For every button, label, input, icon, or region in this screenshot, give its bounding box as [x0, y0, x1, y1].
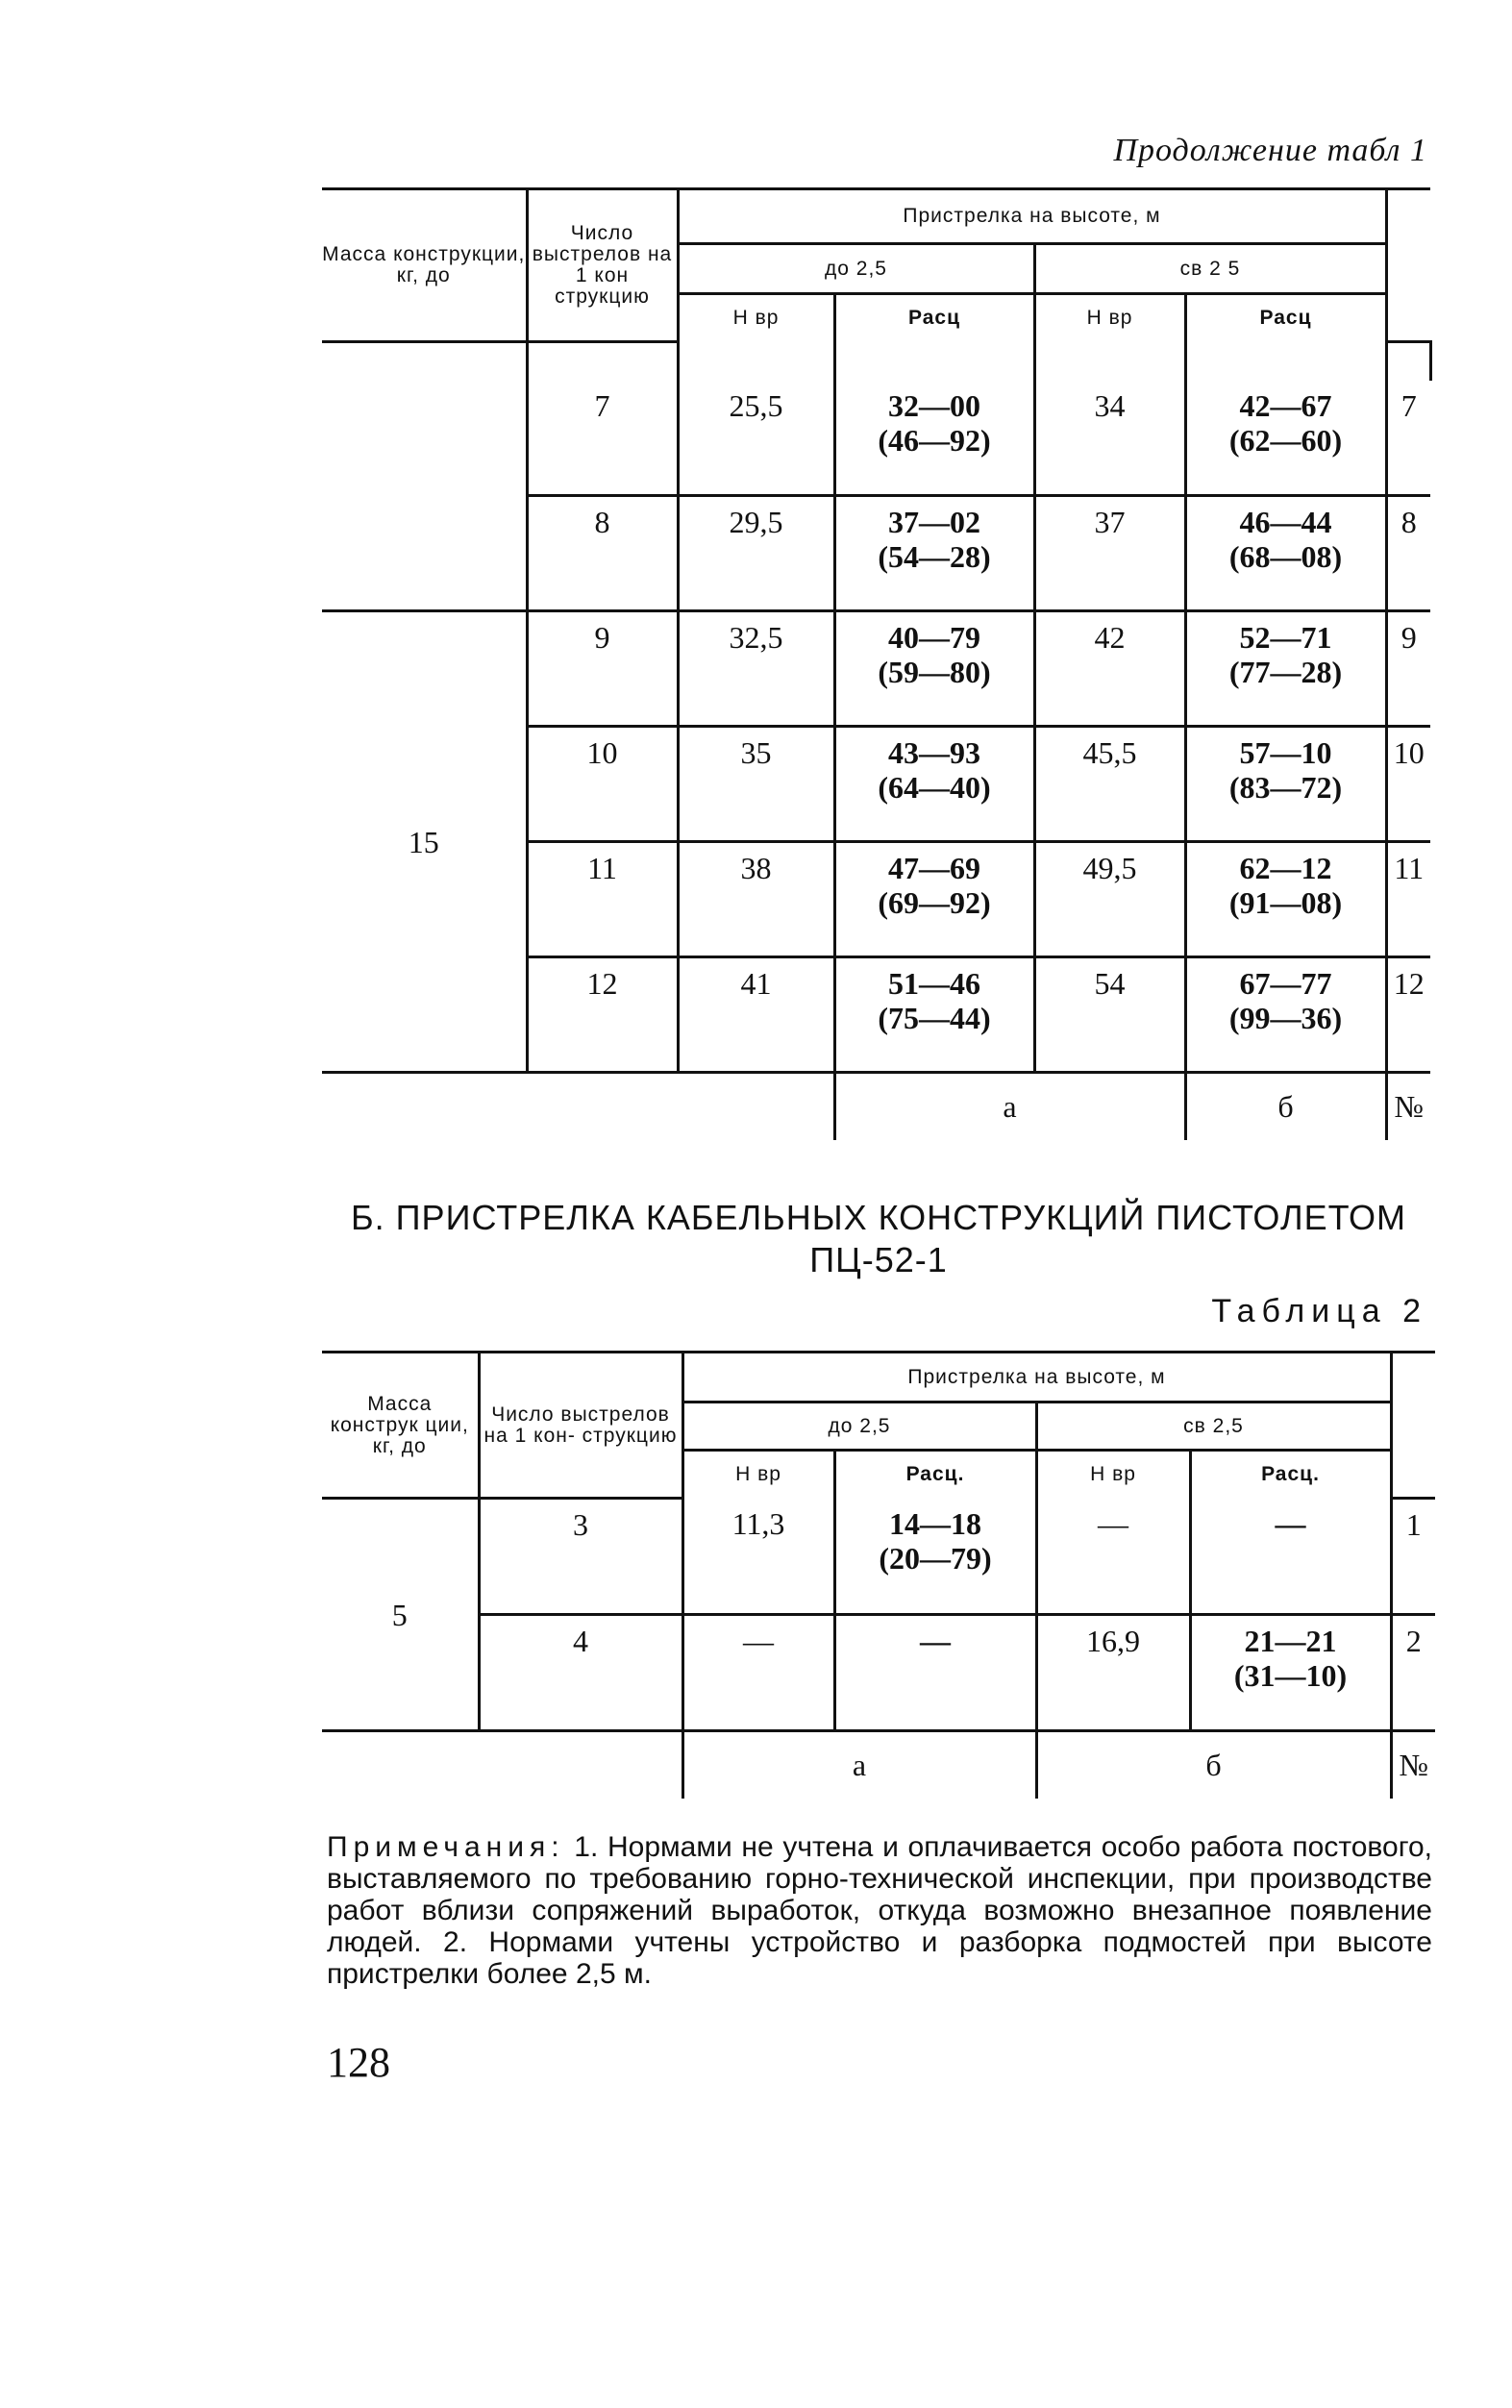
rasc-high-cell	[1185, 957, 1386, 1073]
notes-text: 1. Нормами не учтена и оплачивается особо работа постового, выставляемого по требованию горно-технической инспекции, при производстве работ вблизи сопряжений выработок, откуда возможно внезапное появление людей. 2. Нормами учтены устройство и разборка подмостей при высоте пристрелки более 2,5 м.	[327, 1831, 1432, 1990]
rasc-high-cell	[1190, 1499, 1391, 1615]
header-rasc-low: Расц	[834, 294, 1034, 342]
hvr-high-cell: 54	[1034, 957, 1185, 1073]
rasc-low-alt: (54—28)	[878, 539, 991, 574]
shots-cell: 8	[527, 496, 678, 611]
rasc-low-cell	[834, 611, 1034, 727]
hvr-low-cell: 41	[678, 957, 834, 1073]
rasc-low-value: 37—02	[888, 505, 980, 539]
row-number: 12	[1386, 957, 1430, 1073]
hvr-low-cell: 32,5	[678, 611, 834, 727]
rasc-high-cell	[1185, 842, 1386, 957]
hvr-high-cell: 45,5	[1034, 727, 1185, 842]
rasc-high-value: 52—71	[1239, 620, 1332, 655]
header-empty	[1391, 1353, 1435, 1499]
row-number: 8	[1386, 496, 1430, 611]
table-continuation-caption: Продолжение табл 1	[1113, 133, 1427, 168]
rasc-low-cell	[834, 381, 1034, 496]
rasc-low-value: 32—00	[888, 387, 980, 423]
rasc-low-cell	[834, 727, 1034, 842]
footer-num-label: №	[1386, 1073, 1430, 1140]
rasc-high-alt: (62—60)	[1228, 422, 1343, 458]
shots-cell: 11	[527, 842, 678, 957]
rasc-low-cell	[834, 496, 1034, 611]
hvr-high-cell: —	[1036, 1499, 1190, 1615]
shots-cell: 3	[479, 1499, 682, 1615]
shots-cell: 12	[527, 957, 678, 1073]
shots-cell: 7	[527, 381, 678, 496]
header-rasc-high: Расц.	[1190, 1451, 1391, 1499]
rasc-high-cell	[1185, 381, 1386, 496]
shots-cell: 4	[479, 1615, 682, 1731]
footer-col-a: а	[682, 1731, 1036, 1799]
hvr-low-cell: 11,3	[682, 1499, 834, 1615]
rasc-low-cell	[834, 1615, 1036, 1731]
hvr-high-cell: 37	[1034, 496, 1185, 611]
rasc-high-value: 46—44	[1239, 505, 1332, 539]
rasc-low-alt: (59—80)	[878, 655, 991, 689]
header-hvr-low: Н вр	[682, 1451, 834, 1499]
rasc-high-value: 62—12	[1239, 851, 1332, 885]
rasc-low-alt: (75—44)	[878, 1001, 991, 1035]
notes-label: Примечания:	[327, 1831, 565, 1863]
hvr-low-cell: 38	[678, 842, 834, 957]
table-2-label: Таблица 2	[1211, 1293, 1427, 1329]
rasc-high-alt: (68—08)	[1228, 539, 1343, 574]
footer-num-label: №	[1391, 1731, 1435, 1799]
footer-col-b: б	[1036, 1731, 1391, 1799]
hvr-low-cell: 29,5	[678, 496, 834, 611]
rasc-high-alt: (99—36)	[1228, 1001, 1343, 1035]
section-title-line-2: ПЦ-52-1	[809, 1240, 948, 1279]
table-1	[322, 187, 1432, 1140]
rasc-low-value: 14—18	[889, 1505, 981, 1541]
mass-group-cell: 15	[322, 611, 527, 1073]
header-low: до 2,5	[678, 244, 1034, 294]
rasc-high-cell	[1185, 727, 1386, 842]
rasc-low-value: 40—79	[888, 620, 980, 655]
table-2	[322, 1351, 1435, 1799]
header-hvr-high: Н вр	[1034, 294, 1185, 342]
rasc-high-value: 21—21	[1244, 1624, 1337, 1658]
notes-paragraph	[327, 1831, 1432, 1990]
rasc-high-alt: (31—10)	[1233, 1658, 1348, 1693]
rasc-low-value: 43—93	[888, 735, 980, 770]
hvr-high-cell: 16,9	[1036, 1615, 1190, 1731]
header-empty	[1386, 189, 1430, 342]
row-number: 9	[1386, 611, 1430, 727]
footer-empty	[322, 1731, 682, 1799]
header-shots: Число выстрелов на 1 кон струкцию	[527, 189, 678, 342]
header-hvr-high: Н вр	[1036, 1451, 1190, 1499]
rasc-low-alt: (64—40)	[878, 770, 991, 805]
row-number: 2	[1391, 1615, 1435, 1731]
shots-cell: 10	[527, 727, 678, 842]
rasc-low-cell	[834, 842, 1034, 957]
row-number: 11	[1386, 842, 1430, 957]
rasc-low-value: —	[920, 1624, 951, 1658]
hvr-low-cell: 25,5	[678, 381, 834, 496]
footer-col-b: б	[1185, 1073, 1386, 1140]
header-low: до 2,5	[682, 1403, 1036, 1451]
header-high: св 2 5	[1034, 244, 1386, 294]
rasc-low-value: 51—46	[888, 966, 980, 1001]
rasc-low-value: 47—69	[888, 851, 980, 885]
rasc-high-value: 42—67	[1239, 387, 1332, 423]
header-high: св 2,5	[1036, 1403, 1391, 1451]
hvr-high-cell: 42	[1034, 611, 1185, 727]
rasc-high-alt: (77—28)	[1228, 655, 1343, 689]
header-mass: Масса конструкции, кг, до	[322, 189, 527, 342]
header-mass: Масса конструк ции, кг, до	[322, 1353, 479, 1499]
section-title-line-1: Б. ПРИСТРЕЛКА КАБЕЛЬНЫХ КОНСТРУКЦИЙ ПИСТОЛЕТОМ	[351, 1198, 1406, 1237]
row-number: 7	[1386, 381, 1430, 496]
header-height: Пристрелка на высоте, м	[678, 189, 1386, 244]
footer-empty	[322, 1073, 834, 1140]
hvr-low-cell: —	[682, 1615, 834, 1731]
row-number: 1	[1391, 1499, 1435, 1615]
rasc-low-alt: (69—92)	[878, 885, 991, 920]
page-number: 128	[327, 2039, 390, 2086]
header-hvr-low: Н вр	[678, 294, 834, 342]
section-title	[322, 1197, 1435, 1281]
header-rasc-high: Расц	[1185, 294, 1386, 342]
shots-cell: 9	[527, 611, 678, 727]
rasc-high-value: —	[1275, 1505, 1306, 1541]
rasc-low-alt: (46—92)	[878, 422, 991, 458]
header-rasc-low: Расц.	[834, 1451, 1036, 1499]
rasc-high-cell	[1185, 496, 1386, 611]
rasc-high-value: 67—77	[1239, 966, 1332, 1001]
rasc-high-alt: (83—72)	[1228, 770, 1343, 805]
hvr-low-cell: 35	[678, 727, 834, 842]
rasc-high-alt: (91—08)	[1228, 885, 1343, 920]
footer-col-a: а	[834, 1073, 1185, 1140]
hvr-high-cell: 34	[1034, 381, 1185, 496]
rasc-low-cell	[834, 1499, 1036, 1615]
rasc-high-cell	[1185, 611, 1386, 727]
header-height: Пристрелка на высоте, м	[682, 1353, 1391, 1403]
mass-cell-empty	[322, 381, 527, 496]
mass-cell-empty	[322, 496, 527, 611]
rasc-low-alt: (20—79)	[879, 1540, 992, 1576]
rasc-high-cell	[1190, 1615, 1391, 1731]
row-number: 10	[1386, 727, 1430, 842]
rasc-low-cell	[834, 957, 1034, 1073]
mass-group-cell: 5	[322, 1499, 479, 1731]
header-shots: Число выстрелов на 1 кон- струкцию	[479, 1353, 682, 1499]
rasc-high-value: 57—10	[1239, 735, 1332, 770]
hvr-high-cell: 49,5	[1034, 842, 1185, 957]
